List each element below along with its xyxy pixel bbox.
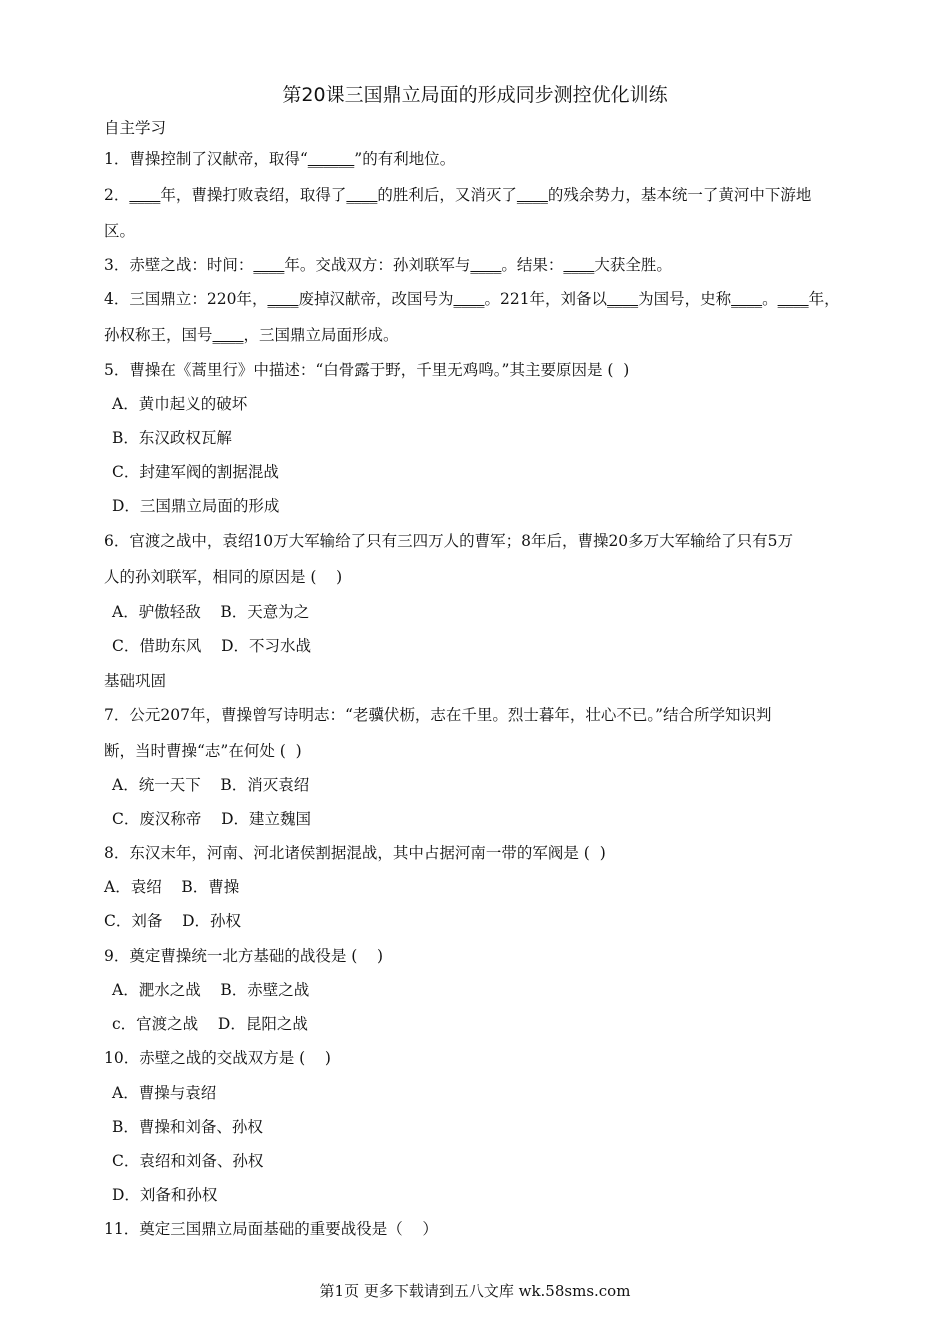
q2-blank: ____ xyxy=(129,186,161,204)
question-6-cont: 人的孙刘联军，相同的原因是 ( ) xyxy=(104,568,343,586)
question-4: 4．三国鼎立：220年，____废掉汉献帝，改国号为____。221年，刘备以____为国号，史称____。____年， xyxy=(104,290,840,308)
page-title: 第20课三国鼎立局面的形成同步测控优化训练 xyxy=(282,84,668,106)
option: C．袁绍和刘备、孙权 xyxy=(112,1152,264,1170)
q3-blank: ____ xyxy=(563,256,595,274)
q4-blank: ____ xyxy=(731,290,763,308)
question-6: 6．官渡之战中，袁绍10万大军输给了只有三四万人的曹军；8年后，曹操20多万大军输给了只有5万 xyxy=(104,532,794,550)
page-footer: 第1页 更多下载请到五八文库 wk.58sms.com xyxy=(319,1282,631,1300)
option: C．借助东风 D．不习水战 xyxy=(112,637,311,655)
option: B．东汉政权瓦解 xyxy=(112,429,232,447)
q4-blank: ____ xyxy=(453,290,485,308)
option: A．淝水之战 B．赤壁之战 xyxy=(112,981,310,999)
question-11: 11．奠定三国鼎立局面基础的重要战役是（ ） xyxy=(104,1220,438,1238)
option: D．三国鼎立局面的形成 xyxy=(112,497,280,515)
q1-blank: ______ xyxy=(307,150,355,168)
question-7: 7．公元207年，曹操曾写诗明志：“老骥伏枥，志在千里。烈士暮年，壮心不已。”结合所学知识判 xyxy=(104,706,772,724)
q1-text-end: ”的有利地位。 xyxy=(354,150,456,168)
q2-blank: ____ xyxy=(346,186,378,204)
q4-blank: ____ xyxy=(607,290,639,308)
question-5: 5．曹操在《蒿里行》中描述：“白骨露于野，千里无鸡鸣。”其主要原因是 ( ) xyxy=(104,361,630,379)
option: B．曹操和刘备、孙权 xyxy=(112,1118,263,1136)
section-heading-self-study: 自主学习 xyxy=(104,119,167,137)
question-8: 8．东汉末年，河南、河北诸侯割据混战，其中占据河南一带的军阀是 ( ) xyxy=(104,844,606,862)
q4-blank: ____ xyxy=(267,290,299,308)
question-2-cont: 区。 xyxy=(104,222,136,240)
option: c．官渡之战 D．昆阳之战 xyxy=(112,1015,308,1033)
section-heading-basic: 基础巩固 xyxy=(104,672,167,690)
option: A．黄巾起义的破坏 xyxy=(112,395,248,413)
option: A．驴傲轻敌 B．天意为之 xyxy=(112,603,310,621)
option: A．曹操与袁绍 xyxy=(112,1084,217,1102)
option: A．统一天下 B．消灭袁绍 xyxy=(112,776,310,794)
question-10: 10．赤壁之战的交战双方是 ( ) xyxy=(104,1049,331,1067)
q3-blank: ____ xyxy=(253,256,285,274)
q1-text: 1．曹操控制了汉献帝，取得“ xyxy=(104,150,308,168)
question-4-cont: 孙权称王，国号____，三国鼎立局面形成。 xyxy=(104,326,399,344)
question-7-cont: 断，当时曹操“志”在何处 ( ) xyxy=(104,742,302,760)
option: C．刘备 D．孙权 xyxy=(104,912,241,930)
option: D．刘备和孙权 xyxy=(112,1186,218,1204)
question-1 xyxy=(104,148,864,170)
option: C．废汉称帝 D．建立魏国 xyxy=(112,810,311,828)
q4-blank: ____ xyxy=(212,326,244,344)
question-2: 2．____年，曹操打败袁绍，取得了____的胜利后，又消灭了____的残余势力，基本统一了黄河中下游地 xyxy=(104,186,812,204)
option: C．封建军阀的割据混战 xyxy=(112,463,279,481)
question-3: 3．赤壁之战：时间：____年。交战双方：孙刘联军与____。结果：____大获全胜。 xyxy=(104,256,672,274)
q2-blank: ____ xyxy=(516,186,548,204)
question-9: 9．奠定曹操统一北方基础的战役是 ( ) xyxy=(104,947,384,965)
option: A．袁绍 B．曹操 xyxy=(104,878,240,896)
q4-blank: ____ xyxy=(777,290,809,308)
q3-blank: ____ xyxy=(470,256,502,274)
